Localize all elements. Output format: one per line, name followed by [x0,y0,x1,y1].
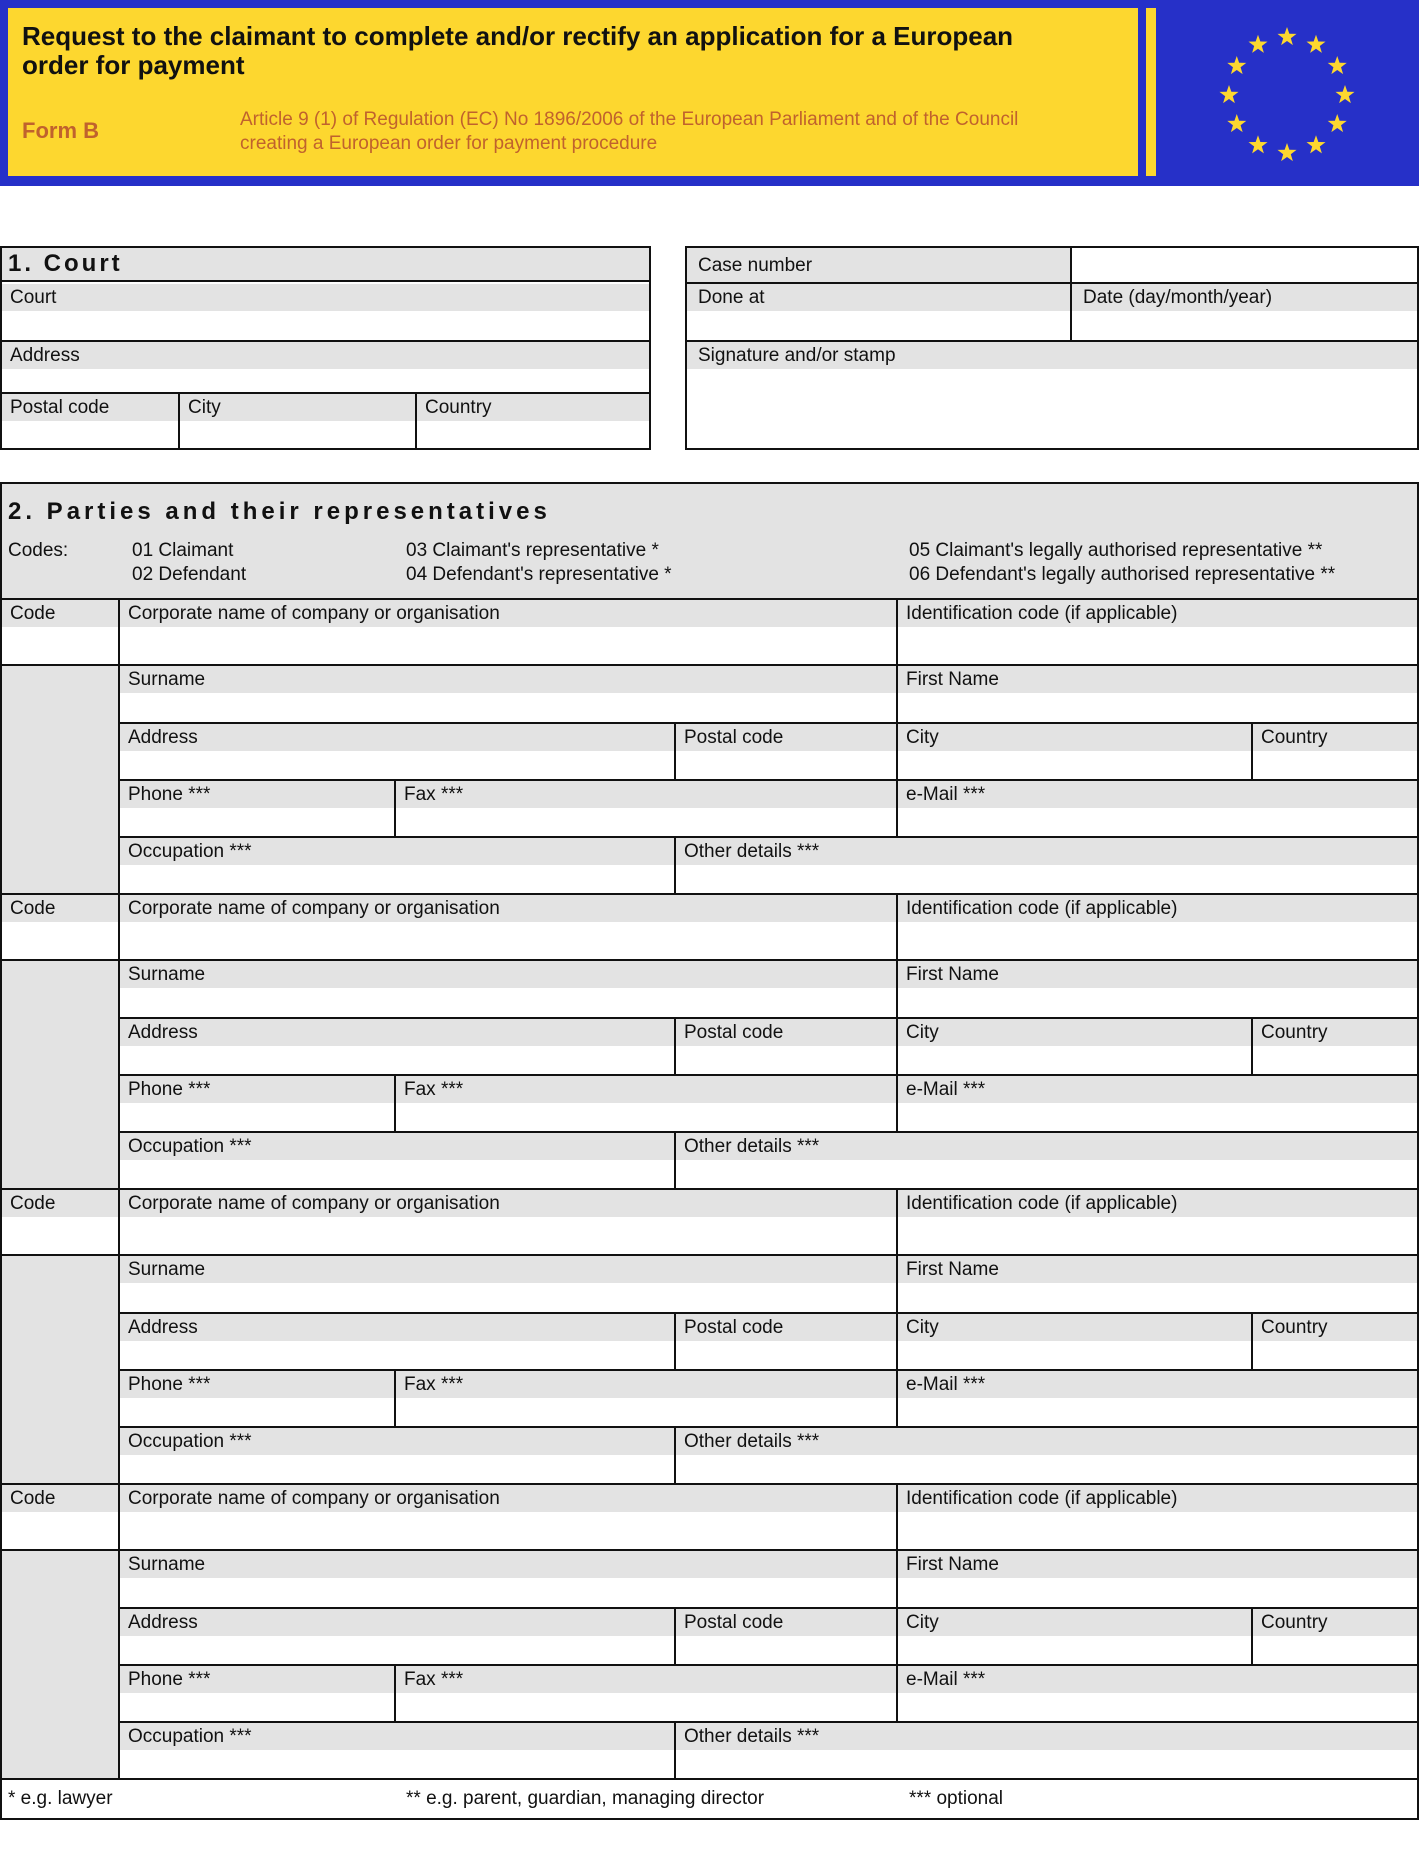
court-name-label: Court [2,284,649,311]
corporate-name-label: Corporate name of company or organisation [120,895,896,922]
code-defendant-representative: 04 Defendant's representative * [406,564,672,585]
city-label: City [898,1609,1251,1636]
eu-star-icon [1328,56,1347,74]
other-details-field[interactable] [676,838,1417,895]
case-number-label-cell [687,248,1072,284]
city-label: City [898,1314,1251,1341]
party-code-label: Code [2,600,118,627]
other-details-label: Other details *** [676,1428,1417,1455]
other-details-label: Other details *** [676,838,1417,865]
city-field[interactable] [898,1314,1253,1371]
party-code-label: Code [2,1485,118,1512]
header-yellow-stripe [1146,8,1156,176]
corporate-name-field[interactable] [120,1190,898,1256]
first-name-label: First Name [898,666,1417,693]
surname-field[interactable] [120,961,898,1019]
footnote-optional: *** optional [909,1788,1004,1809]
identification-code-field[interactable] [898,600,1417,666]
postal-code-field[interactable] [676,1609,898,1666]
occupation-field[interactable] [120,1133,676,1190]
form-identifier: Form B [22,118,99,143]
parties-section-title: 2. Parties and their representatives [8,498,551,525]
eu-star-icon [1328,114,1347,132]
postal-code-label: Postal code [676,1609,896,1636]
surname-field[interactable] [120,1551,898,1609]
party-code-label: Code [2,895,118,922]
eu-star-icon [1248,35,1267,53]
email-label: e-Mail *** [898,1666,1417,1693]
first-name-label: First Name [898,961,1417,988]
party-code-field[interactable] [2,600,120,666]
corporate-name-field[interactable] [120,895,898,961]
case-number-field[interactable] [1072,248,1417,284]
surname-field[interactable] [120,1256,898,1314]
other-details-label: Other details *** [676,1133,1417,1160]
first-name-field[interactable] [898,961,1417,1019]
phone-field[interactable] [120,1666,396,1723]
email-field[interactable] [898,1076,1417,1133]
eu-star-icon [1219,85,1238,103]
eu-star-icon [1335,85,1354,103]
identification-code-label: Identification code (if applicable) [898,1485,1417,1512]
first-name-field[interactable] [898,1256,1417,1314]
eu-star-icon [1277,27,1296,45]
eu-star-icon [1248,135,1267,153]
first-name-label: First Name [898,1551,1417,1578]
address-label: Address [120,1609,674,1636]
footnote-lawyer: * e.g. lawyer [8,1788,113,1809]
occupation-label: Occupation *** [120,1133,674,1160]
phone-label: Phone *** [120,781,394,808]
party-block [2,1190,1417,1485]
footnotes [2,1780,1417,1818]
party-code-field[interactable] [2,1485,120,1551]
occupation-field[interactable] [120,1723,676,1780]
identification-code-label: Identification code (if applicable) [898,600,1417,627]
court-section [0,246,651,450]
city-field[interactable] [898,1019,1253,1076]
party-block [2,600,1417,895]
phone-label: Phone *** [120,1666,394,1693]
country-field[interactable] [1253,1609,1417,1666]
codes-label: Codes: [8,540,69,561]
form-title: Request to the claimant to complete and/or rectify an application for a European order for payment [22,21,1014,80]
phone-label: Phone *** [120,1076,394,1103]
eu-flag-icon [1212,20,1362,170]
fax-label: Fax *** [396,1371,896,1398]
footnote-legal-representative: ** e.g. parent, guardian, managing director [406,1788,765,1809]
city-label: City [898,724,1251,751]
corporate-name-label: Corporate name of company or organisation [120,600,896,627]
identification-code-label: Identification code (if applicable) [898,1190,1417,1217]
corporate-name-field[interactable] [120,600,898,666]
country-field[interactable] [1253,1019,1417,1076]
occupation-label: Occupation *** [120,1723,674,1750]
address-field[interactable] [120,1019,676,1076]
phone-field[interactable] [120,781,396,838]
done-at-label: Done at [687,284,1070,311]
address-label: Address [120,1314,674,1341]
surname-label: Surname [120,666,896,693]
form-header-banner [0,0,1419,186]
case-number-label: Case number [687,248,1070,282]
postal-code-label: Postal code [676,1019,896,1046]
party-code-spacer [2,1256,120,1485]
corporate-name-field[interactable] [120,1485,898,1551]
phone-field[interactable] [120,1371,396,1428]
done-at-field[interactable] [687,284,1072,342]
party-code-label: Code [2,1190,118,1217]
eu-star-icon [1277,143,1296,161]
court-name-field[interactable] [2,284,649,342]
identification-code-field[interactable] [898,895,1417,961]
fax-label: Fax *** [396,781,896,808]
postal-code-field[interactable] [676,1314,898,1371]
code-claimant: 01 Claimant [132,540,234,561]
eu-star-icon [1227,56,1246,74]
occupation-label: Occupation *** [120,1428,674,1455]
fax-label: Fax *** [396,1666,896,1693]
first-name-field[interactable] [898,666,1417,724]
email-field[interactable] [898,1371,1417,1428]
email-field[interactable] [898,1666,1417,1723]
code-defendant-legal-representative: 06 Defendant's legally authorised representative ** [909,564,1336,585]
fax-field[interactable] [396,1076,898,1133]
country-label: Country [1253,1019,1417,1046]
fax-label: Fax *** [396,1076,896,1103]
party-code-field[interactable] [2,1190,120,1256]
eu-star-icon [1227,114,1246,132]
city-field[interactable] [898,1609,1253,1666]
address-field[interactable] [120,1609,676,1666]
identification-code-field[interactable] [898,1485,1417,1551]
legal-basis-text: Article 9 (1) of Regulation (EC) No 1896/2006 of the European Parliament and of the Council creating a European order for payment procedure [240,109,1019,154]
parties-section [0,482,1419,1820]
surname-label: Surname [120,961,896,988]
city-label: City [898,1019,1251,1046]
occupation-field[interactable] [120,838,676,895]
country-field[interactable] [1253,1314,1417,1371]
email-label: e-Mail *** [898,1371,1417,1398]
identification-code-label: Identification code (if applicable) [898,895,1417,922]
other-details-field[interactable] [676,1723,1417,1780]
country-field[interactable] [1253,724,1417,781]
first-name-label: First Name [898,1256,1417,1283]
party-code-spacer [2,1551,120,1780]
eu-star-icon [1306,35,1325,53]
email-label: e-Mail *** [898,1076,1417,1103]
postal-code-label: Postal code [676,724,896,751]
code-claimant-legal-representative: 05 Claimant's legally authorised representative ** [909,540,1323,561]
code-claimant-representative: 03 Claimant's representative * [406,540,659,561]
signature-stamp-label: Signature and/or stamp [687,342,1417,369]
court-country-field[interactable] [417,394,649,448]
occupation-label: Occupation *** [120,838,674,865]
court-city-field[interactable] [180,394,417,448]
address-field[interactable] [120,724,676,781]
signature-stamp-field[interactable] [687,342,1417,448]
email-label: e-Mail *** [898,781,1417,808]
fax-field[interactable] [396,781,898,838]
case-details-box [685,246,1419,450]
other-details-field[interactable] [676,1428,1417,1485]
court-postal-code-label: Postal code [2,394,178,421]
address-label: Address [120,1019,674,1046]
city-field[interactable] [898,724,1253,781]
other-details-label: Other details *** [676,1723,1417,1750]
party-code-spacer [2,961,120,1190]
court-section-title: 1. Court [2,248,649,282]
address-label: Address [120,724,674,751]
surname-label: Surname [120,1256,896,1283]
court-city-label: City [180,394,415,421]
fax-field[interactable] [396,1666,898,1723]
party-code-spacer [2,666,120,895]
occupation-field[interactable] [120,1428,676,1485]
postal-code-label: Postal code [676,1314,896,1341]
fax-field[interactable] [396,1371,898,1428]
code-defendant: 02 Defendant [132,564,247,585]
court-postal-code-field[interactable] [2,394,180,448]
postal-code-field[interactable] [676,1019,898,1076]
postal-code-field[interactable] [676,724,898,781]
country-label: Country [1253,724,1417,751]
parties-section-header [2,484,1417,600]
email-field[interactable] [898,781,1417,838]
country-label: Country [1253,1609,1417,1636]
corporate-name-label: Corporate name of company or organisation [120,1190,896,1217]
surname-label: Surname [120,1551,896,1578]
country-label: Country [1253,1314,1417,1341]
first-name-field[interactable] [898,1551,1417,1609]
other-details-field[interactable] [676,1133,1417,1190]
surname-field[interactable] [120,666,898,724]
party-code-field[interactable] [2,895,120,961]
corporate-name-label: Corporate name of company or organisation [120,1485,896,1512]
eu-star-icon [1306,135,1325,153]
phone-field[interactable] [120,1076,396,1133]
court-country-label: Country [417,394,649,421]
identification-code-field[interactable] [898,1190,1417,1256]
party-block [2,1485,1417,1780]
phone-label: Phone *** [120,1371,394,1398]
date-field[interactable] [1072,284,1417,342]
address-field[interactable] [120,1314,676,1371]
date-label: Date (day/month/year) [1072,284,1417,311]
court-address-label: Address [2,342,649,369]
court-address-field[interactable] [2,342,649,394]
party-block [2,895,1417,1190]
